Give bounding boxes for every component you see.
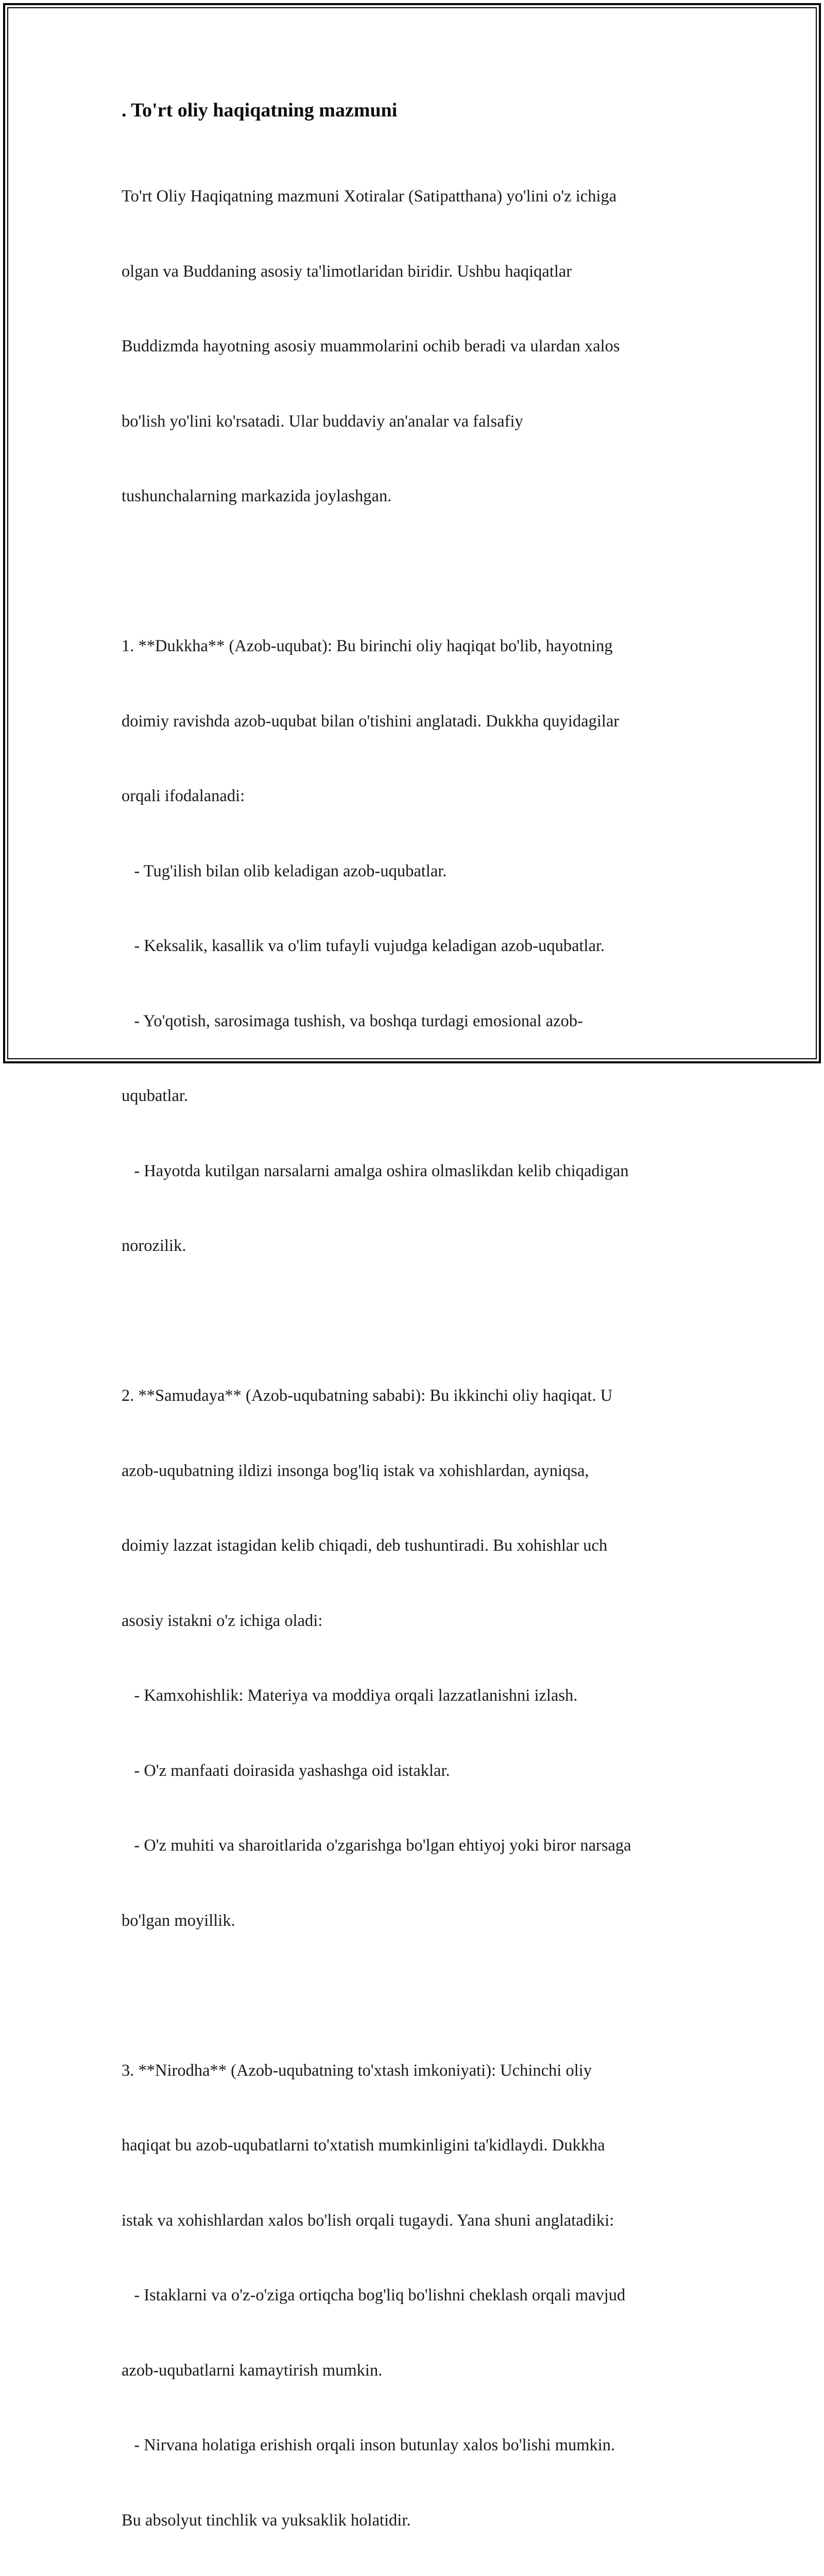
list-item: - Nirvana holatiga erishish orqali inson butunlay xalos bo'lishi mumkin. bbox=[122, 2436, 615, 2454]
list-item: - Istaklarni va o'z-o'ziga ortiqcha bog'liq bo'lishni cheklash orqali mavjud bbox=[122, 2286, 626, 2304]
text-line: 3. **Nirodha** (Azob-uqubatning to'xtash imkoniyati): Uchinchi oliy bbox=[122, 2061, 592, 2080]
blank-line bbox=[122, 1983, 703, 2008]
document-title: . To'rt oliy haqiqatning mazmuni bbox=[122, 99, 398, 121]
blank-line bbox=[122, 1309, 703, 1334]
text-line: azob-uqubatlarni kamaytirish mumkin. bbox=[122, 2361, 383, 2380]
list-item: - Tug'ilish bilan olib keladigan azob-uqubatlar. bbox=[122, 861, 447, 880]
text-line: To'rt Oliy Haqiqatning mazmuni Xotiralar (Satipatthana) yo'lini o'z ichiga bbox=[122, 187, 617, 206]
document-content bbox=[122, 97, 703, 2576]
text-line: Buddizmda hayotning asosiy muammolarini ochib beradi va ulardan xalos bbox=[122, 337, 620, 355]
list-item: - Kamxohishlik: Materiya va moddiya orqali lazzatlanishni izlash. bbox=[122, 1686, 578, 1705]
text-line: doimiy lazzat istagidan kelib chiqadi, deb tushuntiradi. Bu xohishlar uch bbox=[122, 1536, 608, 1555]
list-item: - O'z muhiti va sharoitlarida o'zgarishga bo'lgan ehtiyoj yoki biror narsaga bbox=[122, 1836, 631, 1855]
text-line: istak va xohishlardan xalos bo'lish orqali tugaydi. Yana shuni anglatadiki: bbox=[122, 2211, 614, 2230]
list-item: - O'z manfaati doirasida yashashga oid istaklar. bbox=[122, 1761, 450, 1780]
text-line: haqiqat bu azob-uqubatlarni to'xtatish mumkinligini ta'kidlaydi. Dukkha bbox=[122, 2136, 605, 2155]
text-line: azob-uqubatning ildizi insonga bog'liq istak va xohishlardan, ayniqsa, bbox=[122, 1461, 589, 1480]
list-item: - Hayotda kutilgan narsalarni amalga oshira olmaslikdan kelib chiqadigan bbox=[122, 1161, 629, 1180]
document-body bbox=[122, 134, 703, 2576]
list-item: - Keksalik, kasallik va o'lim tufayli vujudga keladigan azob-uqubatlar. bbox=[122, 937, 605, 955]
text-line: 1. **Dukkha** (Azob-uqubat): Bu birinchi oliy haqiqat bo'lib, hayotning bbox=[122, 637, 613, 655]
text-line: doimiy ravishda azob-uqubat bilan o'tishini anglatadi. Dukkha quyidagilar bbox=[122, 711, 620, 731]
text-line: olgan va Buddaning asosiy ta'limotlaridan biridir. Ushbu haqiqatlar bbox=[122, 262, 572, 281]
list-item: - Yo'qotish, sarosimaga tushish, va boshqa turdagi emosional azob- bbox=[122, 1011, 583, 1030]
text-line: norozilik. bbox=[122, 1236, 186, 1255]
text-line: asosiy istakni o'z ichiga oladi: bbox=[122, 1611, 323, 1630]
blank-line bbox=[122, 559, 703, 584]
text-line: uqubatlar. bbox=[122, 1087, 188, 1105]
text-line: bo'lish yo'lini ko'rsatadi. Ular buddaviy an'analar va falsafiy bbox=[122, 412, 523, 431]
text-line: Bu absolyut tinchlik va yuksaklik holatidir. bbox=[122, 2511, 411, 2530]
text-line: 2. **Samudaya** (Azob-uqubatning sababi): Bu ikkinchi oliy haqiqat. U bbox=[122, 1386, 613, 1405]
text-line: tushunchalarning markazida joylashgan. bbox=[122, 487, 392, 505]
text-line: orqali ifodalanadi: bbox=[122, 787, 245, 805]
text-line: bo'lgan moyillik. bbox=[122, 1911, 235, 1930]
